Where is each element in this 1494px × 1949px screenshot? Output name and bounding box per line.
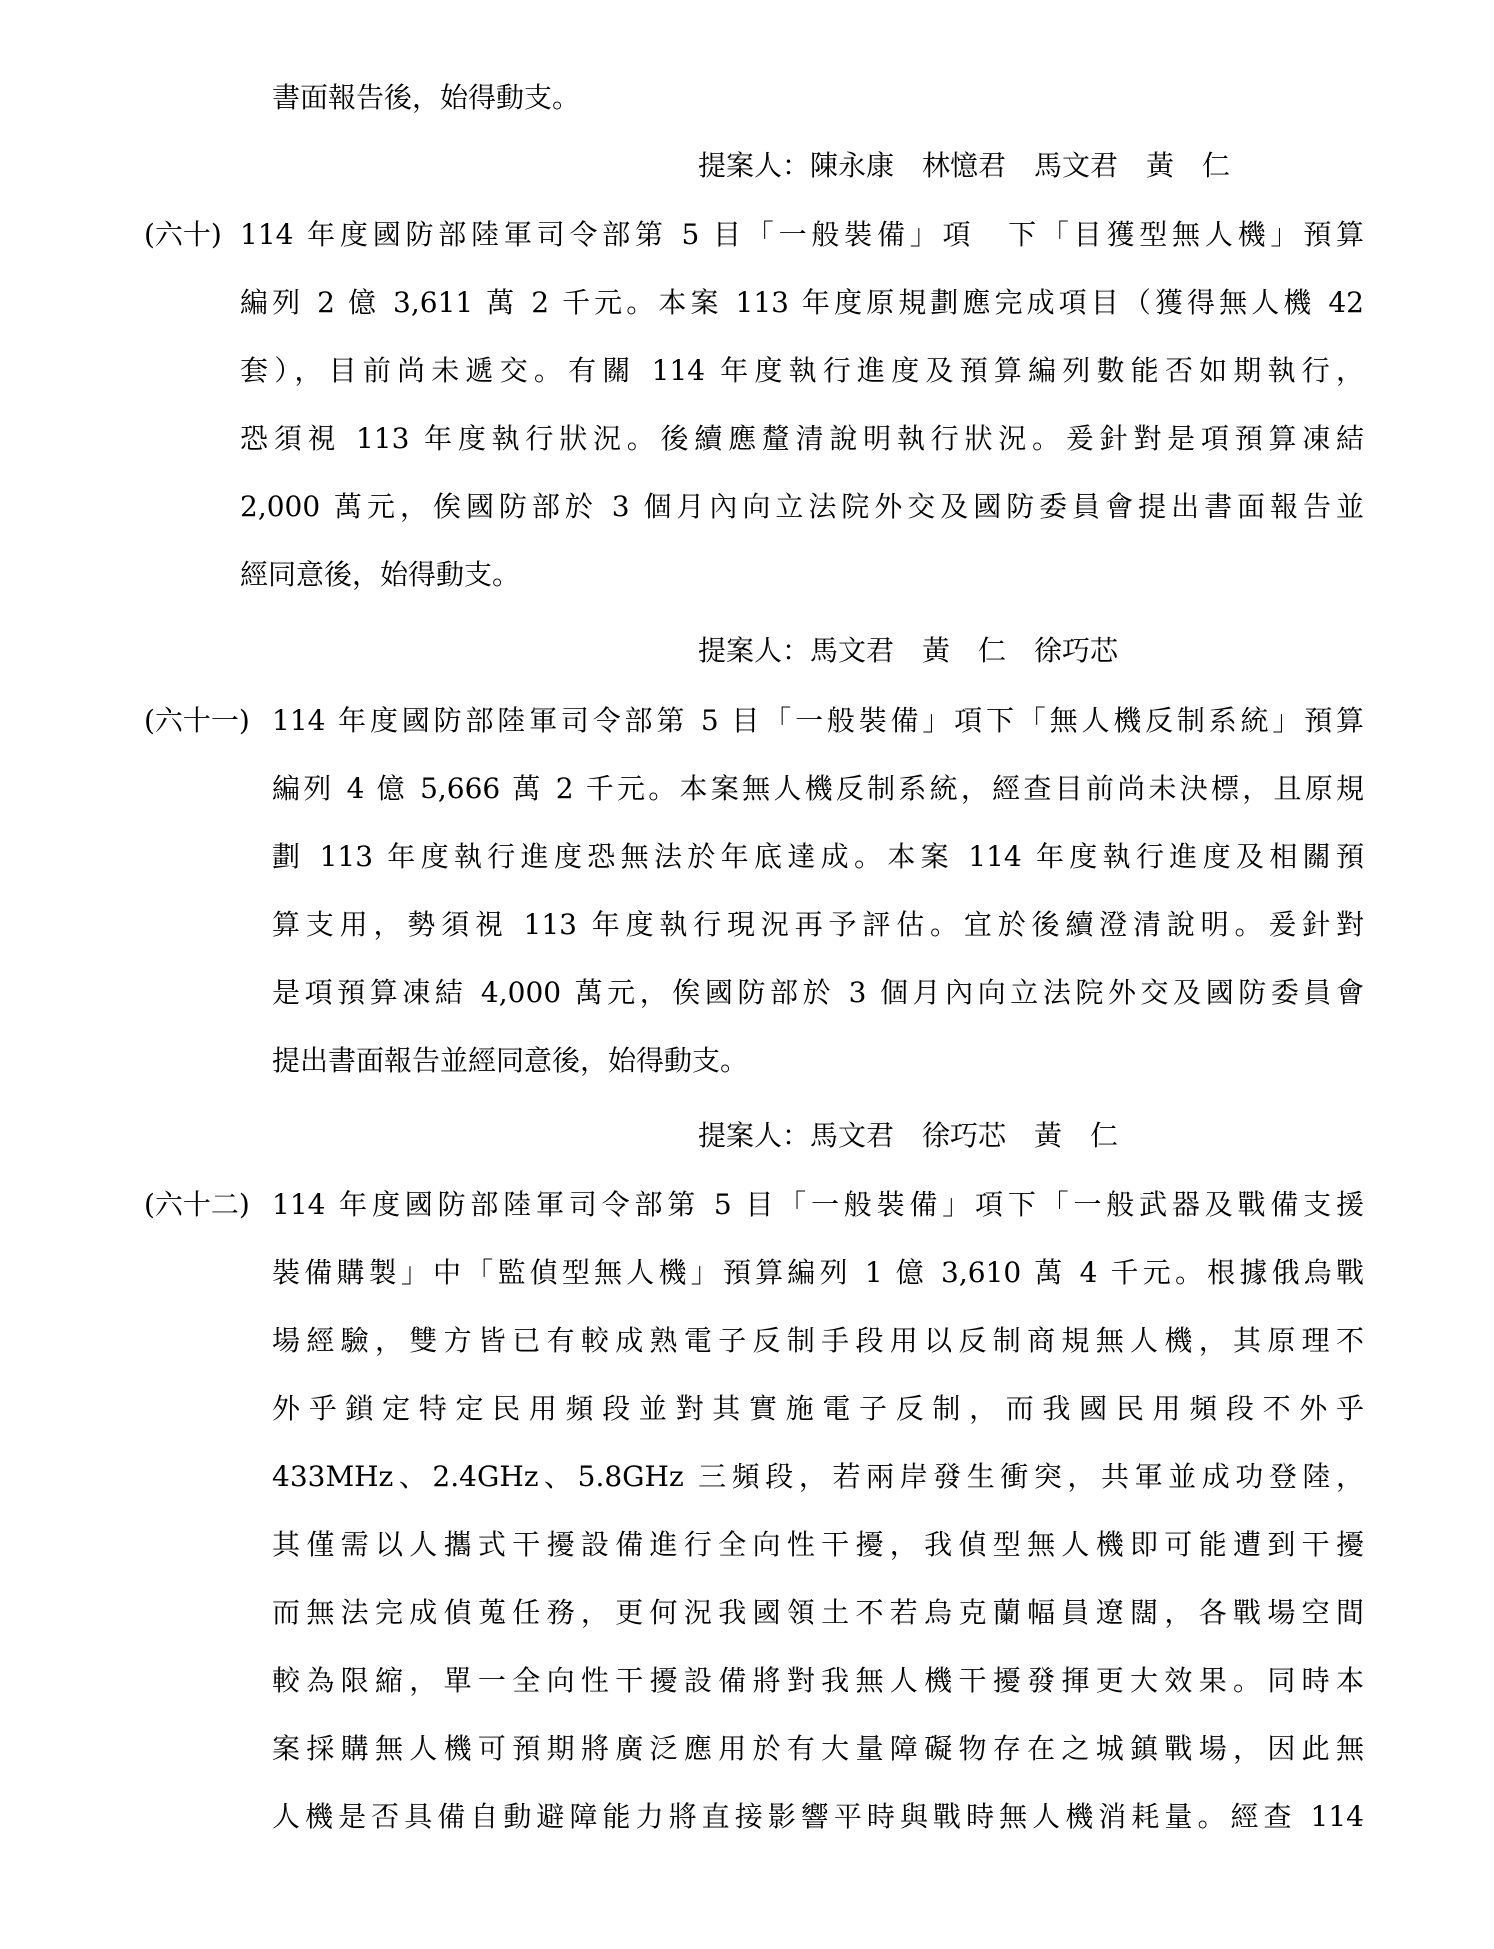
paragraph-line: 其僅需以人攜式干擾設備進行全向性干擾，我偵型無人機即可能遭到干擾 xyxy=(272,1528,1364,1561)
item-number: (六十) xyxy=(144,218,222,251)
paragraph-line: 433MHz、2.4GHz、5.8GHz 三頻段，若兩岸發生衝突，共軍並成功登陸， xyxy=(272,1460,1364,1493)
proposer-line: 提案人：馬文君 黃 仁 徐巧芯 xyxy=(698,634,1119,667)
paragraph-line: 2,000 萬元，俟國防部於 3 個月內向立法院外交及國防委員會提出書面報告並 xyxy=(240,490,1364,523)
paragraph-line: 恐須視 113 年度執行狀況。後續應釐清說明執行狀況。爰針對是項預算凍結 xyxy=(240,422,1364,455)
paragraph-line: 劃 113 年度執行進度恐無法於年底達成。本案 114 年度執行進度及相關預 xyxy=(272,840,1364,873)
paragraph-line: 案採購無人機可預期將廣泛應用於有大量障礙物存在之城鎮戰場，因此無 xyxy=(272,1732,1364,1765)
paragraph-line: 114 年度國防部陸軍司令部第 5 目「一般裝備」項下「一般武器及戰備支援 xyxy=(272,1188,1364,1221)
paragraph-line: 編列 4 億 5,666 萬 2 千元。本案無人機反制系統，經查目前尚未決標，且原規 xyxy=(272,772,1364,805)
paragraph-line: 外乎鎖定特定民用頻段並對其實施電子反制，而我國民用頻段不外乎 xyxy=(272,1392,1364,1425)
paragraph-line: 書面報告後，始得動支。 xyxy=(272,81,581,114)
proposer-line: 提案人：陳永康 林憶君 馬文君 黃 仁 xyxy=(698,149,1231,182)
proposer-line: 提案人：馬文君 徐巧芯 黃 仁 xyxy=(698,1119,1119,1152)
paragraph-line: 套），目前尚未遞交。有關 114 年度執行進度及預算編列數能否如期執行， xyxy=(240,354,1364,387)
paragraph-line: 編列 2 億 3,611 萬 2 千元。本案 113 年度原規劃應完成項目（獲得無人機 42 xyxy=(240,286,1364,319)
paragraph-line: 而無法完成偵蒐任務，更何況我國領土不若烏克蘭幅員遼闊，各戰場空間 xyxy=(272,1596,1364,1629)
item-number: (六十二) xyxy=(144,1188,250,1221)
paragraph-line: 經同意後，始得動支。 xyxy=(240,558,521,591)
paragraph-line: 場經驗，雙方皆已有較成熟電子反制手段用以反制商規無人機，其原理不 xyxy=(272,1324,1364,1357)
paragraph-line: 較為限縮，單一全向性干擾設備將對我無人機干擾發揮更大效果。同時本 xyxy=(272,1664,1364,1697)
paragraph-line: 114 年度國防部陸軍司令部第 5 目「一般裝備」項 下「目獲型無人機」預算 xyxy=(240,218,1364,251)
paragraph-line: 114 年度國防部陸軍司令部第 5 目「一般裝備」項下「無人機反制系統」預算 xyxy=(272,704,1364,737)
paragraph-line: 人機是否具備自動避障能力將直接影響平時與戰時無人機消耗量。經查 114 xyxy=(272,1800,1364,1833)
paragraph-line: 是項預算凍結 4,000 萬元，俟國防部於 3 個月內向立法院外交及國防委員會 xyxy=(272,976,1364,1009)
paragraph-line: 提出書面報告並經同意後，始得動支。 xyxy=(272,1044,749,1077)
item-number: (六十一) xyxy=(144,704,250,737)
paragraph-line: 算支用，勢須視 113 年度執行現況再予評估。宜於後續澄清說明。爰針對 xyxy=(272,908,1364,941)
paragraph-line: 裝備購製」中「監偵型無人機」預算編列 1 億 3,610 萬 4 千元。根據俄烏戰 xyxy=(272,1256,1364,1289)
